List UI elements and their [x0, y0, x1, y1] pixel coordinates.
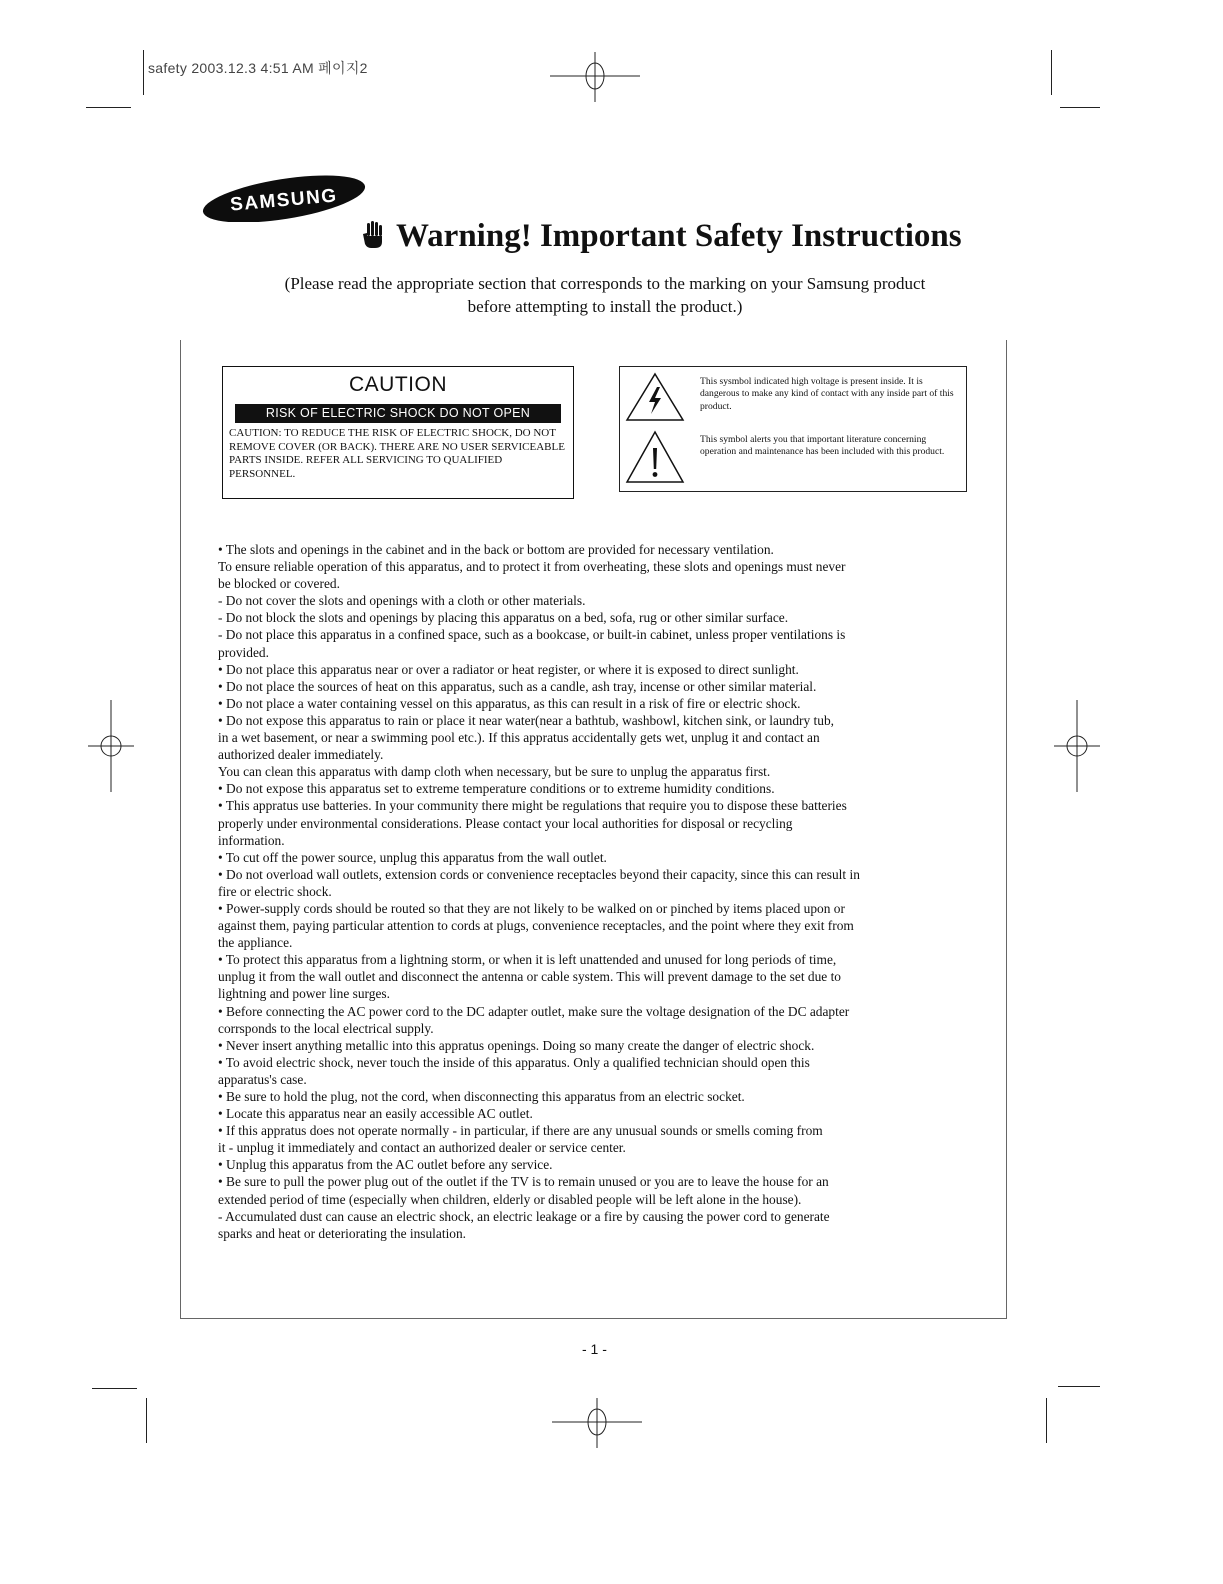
symbol-legend-box: [619, 366, 967, 492]
print-slug: safety 2003.12.3 4:51 AM 페이지2: [148, 60, 368, 76]
registration-mark-icon: [88, 700, 134, 792]
crop-mark: [1060, 107, 1100, 108]
caution-text: CAUTION: TO REDUCE THE RISK OF ELECTRIC SHOCK, DO NOT REMOVE COVER (OR BACK). THERE ARE NO USER SERVICEABLE PARTS INSIDE. REFER ALL SERVICING TO QUALIFIED PERSONNEL.: [229, 427, 565, 480]
instruction-item: • Do not place this apparatus near or over a radiator or heat register, or where it is exposed to direct sunlight.: [218, 661, 799, 677]
registration-mark-icon: [1054, 700, 1100, 792]
instruction-item: • The slots and openings in the cabinet and in the back or bottom are provided for necessary ventilation. To ensure reliable operation of this apparatus, and to protect it from overheating, these slots and openings must never be blocked or covered. - Do not cover the slots and openings with a cloth or other materials. - Do not block the slots and openings by placing this apparatus on a bed, sofa, rug or other similar surface. - Do not place this apparatus in a confined space, such as a bookcase, or built-in cabinet, unless proper ventilations is provided.: [218, 542, 846, 660]
crop-mark: [1046, 1398, 1047, 1443]
crop-mark: [1051, 50, 1052, 95]
instruction-item: • Be sure to hold the plug, not the cord, when disconnecting this apparatus from an electric socket.: [218, 1089, 745, 1104]
frame-left-rule: [180, 340, 181, 1318]
page-title: [360, 218, 962, 255]
crop-mark: [86, 107, 131, 108]
frame-right-rule: [1006, 340, 1007, 1318]
page-subtitle: [240, 272, 970, 318]
instruction-item: • Be sure to pull the power plug out of the outlet if the TV is to remain unused or you are to leave the house for an extended period of time (especially when children, elderly or disabled people will be left alone in the house). - Accumulated dust can cause an electric shock, an electric leakage or a fire by causing the power cord to generate sparks and heat or deteriorating the insulation.: [218, 1174, 830, 1241]
caution-heading: CAUTION: [349, 373, 447, 396]
registration-mark-icon: [552, 1398, 642, 1448]
instruction-item: • To cut off the power source, unplug this apparatus from the wall outlet.: [218, 849, 607, 865]
crop-mark: [92, 1388, 137, 1389]
instruction-item: • Do not expose this apparatus set to extreme temperature conditions or to extreme humidity conditions.: [218, 781, 775, 797]
crop-mark: [1058, 1386, 1100, 1387]
symbol-description: This sysmbol indicated high voltage is present inside. It is dangerous to make any kind of contact with any inside part of this product.: [700, 376, 954, 412]
instruction-item: • Unplug this apparatus from the AC outlet before any service.: [218, 1157, 553, 1173]
subtitle-line: before attempting to install the product.): [467, 297, 743, 316]
instruction-item: • Do not expose this apparatus to rain or place it near water(near a bathtub, washbowl, kitchen sink, or laundry tub, in a wet basement, or near a swimming pool etc.). If this appratus accidentally gets wet, unplug it and contact an authorized dealer immediately. You can clean this apparatus with damp cloth when necessary, but be sure to unplug the apparatus first.: [218, 712, 835, 780]
page-number: - 1 -: [582, 1341, 607, 1357]
caution-warning-bar: RISK OF ELECTRIC SHOCK DO NOT OPEN: [235, 404, 561, 423]
instruction-item: • Locate this apparatus near an easily accessible AC outlet.: [218, 1106, 533, 1122]
instruction-item: • Do not place a water containing vessel on this apparatus, as this can result in a risk of fire or electric shock.: [218, 695, 801, 711]
symbol-description: This symbol alerts you that important literature concerning operation and maintenance has been included with this product.: [700, 434, 945, 458]
instruction-item: • To protect this apparatus from a lightning storm, or when it is left unattended and unused for long periods of time, unplug it from the wall outlet and disconnect the antenna or cable system. This will prevent damage to the set due to lightning and power line surges.: [218, 952, 841, 1002]
instruction-item: • Do not place the sources of heat on this apparatus, such as a candle, ash tray, incense or other similar material.: [218, 678, 817, 694]
hand-stop-icon: [360, 220, 388, 250]
crop-mark: [143, 50, 144, 95]
instruction-item: • Before connecting the AC power cord to the DC adapter outlet, make sure the voltage designation of the DC adapter corrsponds to the local electrical supply.: [218, 1003, 850, 1036]
caution-label-box: [222, 366, 574, 499]
exclamation-triangle-icon: [624, 429, 686, 485]
instruction-item: • Power-supply cords should be routed so that they are not likely to be walked on or pinched by items placed upon or against them, paying particular attention to cords at plugs, convenience receptacles, and the point where they exit from the appliance.: [218, 900, 854, 951]
instruction-item: • Never insert anything metallic into this appratus openings. Doing so many create the danger of electric shock.: [218, 1037, 815, 1053]
instruction-item: • This appratus use batteries. In your community there might be regulations that require you to dispose these batteries properly under environmental considerations. Please contact your local authorities for disposal or recycling information.: [218, 798, 847, 848]
samsung-logo: [200, 172, 368, 222]
safety-instructions: [218, 541, 974, 1242]
registration-mark-icon: [550, 52, 640, 102]
logo-text: SAMSUNG: [229, 185, 339, 216]
page-title-text: Warning! Important Safety Instructions: [396, 218, 962, 254]
subtitle-line: (Please read the appropriate section that corresponds to the marking on your Samsung product: [284, 274, 926, 293]
instruction-item: • If this appratus does not operate normally - in particular, if there are any unusual sounds or smells coming from it - unplug it immediately and contact an authorized dealer or service center.: [218, 1123, 823, 1156]
lightning-triangle-icon: [624, 371, 686, 423]
crop-mark: [146, 1398, 147, 1443]
instruction-item: • To avoid electric shock, never touch the inside of this apparatus. Only a qualified technician should open this apparatus's case.: [218, 1054, 810, 1087]
instruction-item: • Do not overload wall outlets, extension cords or convenience receptacles beyond their capacity, since this can result in fire or electric shock.: [218, 866, 860, 899]
frame-bottom-rule: [180, 1318, 1007, 1319]
